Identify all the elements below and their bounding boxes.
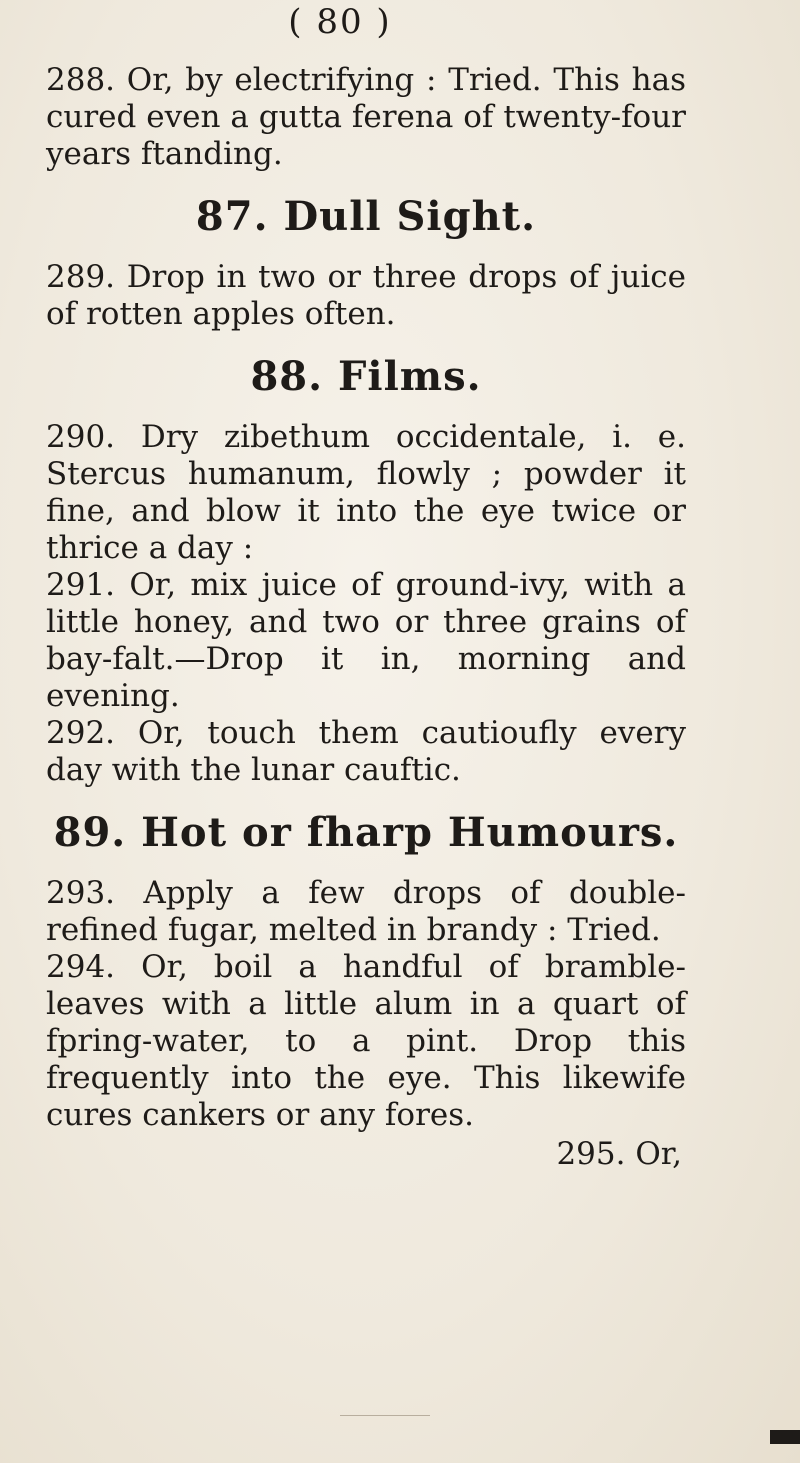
page-text [46,62,686,1173]
page-edge-mark [770,1430,800,1444]
heading-hot-or-sharp-humours: 89. Hot or fharp Humours. [53,809,679,856]
entry-288: 288. Or, by electrifying : Tried. This has cured even a gutta ferena of twenty-four years ftanding. [46,62,686,172]
page-bottom-mark [340,1415,430,1416]
entry-293: 293. Apply a few drops of double-refined fugar, melted in brandy : Tried. [46,875,686,948]
entry-292: 292. Or, touch them cautioufly every day with the lunar cauftic. [46,715,686,788]
heading-dull-sight: 87. Dull Sight. [195,193,537,240]
entry-291: 291. Or, mix juice of ground-ivy, with a little honey, and two or three grains of bay-falt.—Drop it in, morning and evening. [46,567,686,714]
entry-294: 294. Or, boil a handful of bramble-leaves with a little alum in a quart of fpring-water, to a pint. Drop this frequently into the eye. This likewife cures cankers or any fores. [46,949,686,1133]
entry-290: 290. Dry zibethum occidentale, i. e. Stercus humanum, flowly ; powder it fine, and blow it into the eye twice or thrice a day : [46,419,686,566]
catchword: 295. Or, [556,1136,682,1172]
entry-289: 289. Drop in two or three drops of juice of rotten apples often. [46,259,686,332]
page-number: ( 80 ) [288,2,392,42]
heading-films: 88. Films. [250,353,482,400]
